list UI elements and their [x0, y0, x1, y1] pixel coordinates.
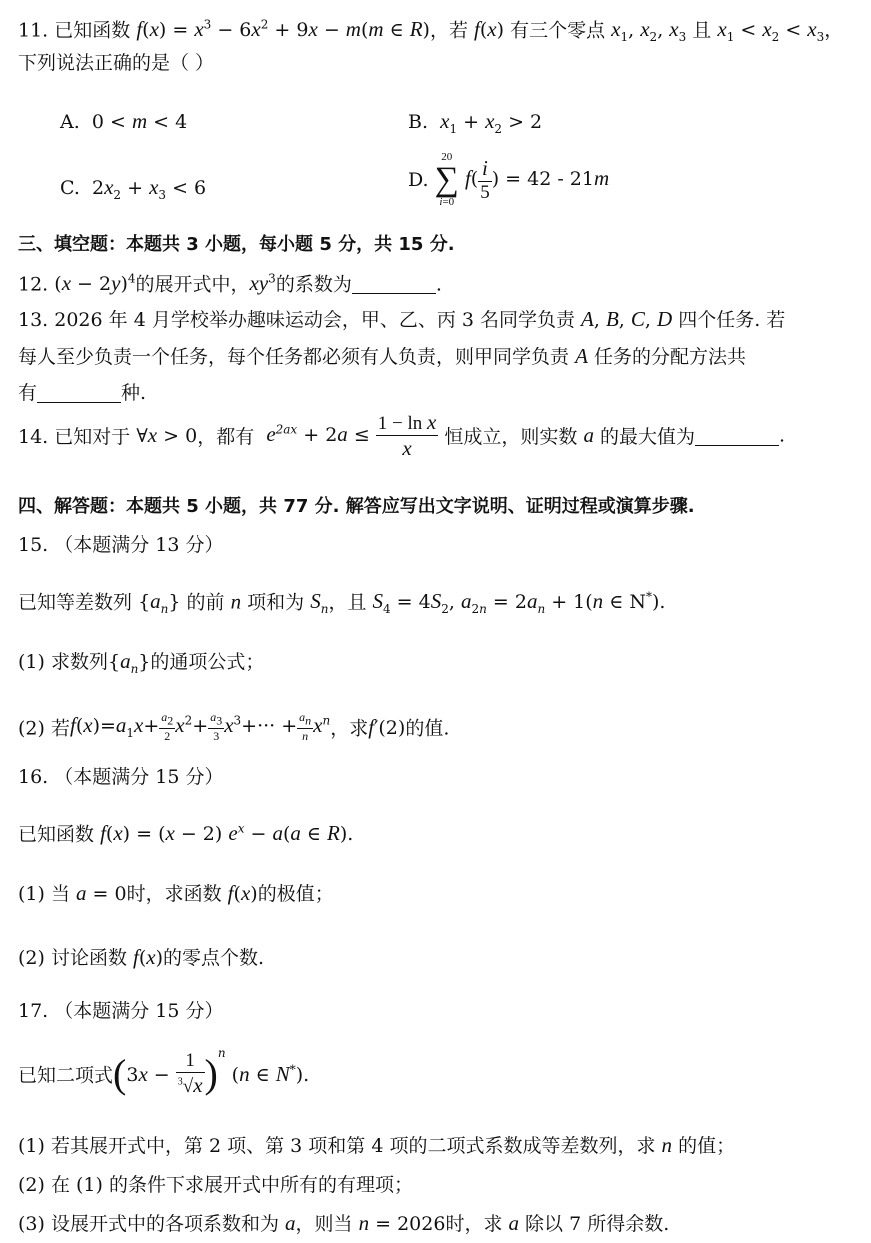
q16-formula: f(x) = (x − 2) $e^x - a(a$ ∈ R). [100, 821, 354, 846]
q13-tasks: A, B, C, D [581, 307, 673, 331]
q15-n: n [230, 589, 242, 614]
q12-end: . [435, 273, 442, 296]
q15-part2a: (2) 若 [18, 717, 70, 740]
q12-text1: 的展开式中， [135, 273, 250, 296]
q13-line1a: 13. 2026 年 4 月学校举办趣味运动会，甲、乙、丙 3 名同学负责 [18, 309, 575, 331]
q16-header: 16. （本题满分 15 分） [18, 766, 224, 788]
q15-sequence: $\{a_n\}$ [138, 589, 181, 617]
q11-and: 且 [692, 19, 712, 42]
q15-stem [18, 584, 665, 622]
option-c-formula: $2x_2 + x_3 < 6$ [92, 175, 207, 202]
q15-stem1: 已知等差数列 [18, 591, 133, 614]
option-c-label: C. [60, 177, 80, 199]
q14-forall: ∀x > 0 [136, 423, 198, 447]
q17-part3d: 除以 7 所得余数. [525, 1213, 670, 1235]
q15-part1 [18, 648, 264, 682]
q14-end: . [779, 424, 786, 447]
q15-sn: $S_n$ [310, 589, 329, 617]
q16-stem-text: 已知函数 [18, 823, 95, 846]
q15-fx-series: $f(x)=a_1x+$ $\frac{a_2}{2}$ $x^2+$ $\frac{a_3}{3}$ $x^3+\cdot\cdot\cdot$ + $\frac{a_n}{n}$ $x^n$ [69, 710, 331, 744]
q14-start: 14. 已知对于 [18, 426, 131, 448]
q16-part1a: (1) 当 [18, 883, 70, 905]
option-a-label: A. [60, 111, 80, 133]
q11-number: 11. [18, 19, 49, 42]
q16-a-zero: a = 0 [76, 881, 127, 905]
q15-stem4: ，且 [328, 591, 367, 614]
q11-line2: 下列说法正确的是（ ） [18, 52, 215, 74]
q17-part3b: ，则当 [295, 1213, 353, 1235]
q14-comma: ，都有 [197, 426, 255, 448]
q13-task-a: A [575, 344, 588, 368]
q17-part1 [18, 1132, 735, 1159]
option-b-label: B. [408, 111, 429, 133]
q16-part1 [18, 880, 334, 907]
q11-option-b[interactable] [408, 108, 542, 142]
q17-part3a: (3) 设展开式中的各项系数和为 [18, 1213, 279, 1235]
q12-term: $xy^3$ [249, 271, 276, 296]
q15-part2b: ，求 [330, 717, 369, 740]
q12-answer-blank[interactable] [352, 273, 436, 294]
q17-part1b: 的值； [678, 1135, 736, 1157]
q15-part1-seq: $\{a_n\}$ [107, 649, 151, 676]
sigma-symbol: 20 ∑ i=0 [434, 151, 459, 208]
option-a-formula: 0 < m < 4 [91, 109, 188, 133]
q17-part3c: 时，求 [445, 1213, 503, 1235]
q14-var-a: a [583, 423, 594, 447]
q16-fx: f(x) [227, 881, 258, 905]
q12-text2: 的系数为 [275, 273, 352, 296]
q17-stem [18, 1046, 309, 1098]
q17-header: 17. （本题满分 15 分） [18, 1000, 224, 1022]
q15-condition: $S_4 = 4S_2$, $a_{2n} = 2a_n + 1(n$ ∈ N*). [372, 589, 666, 617]
q17-n-value: n = 2026 [358, 1211, 446, 1235]
section4-heading: 四、解答题：本题共 5 小题，共 77 分. 解答应写出文字说明、证明过程或演算步骤. [18, 496, 695, 517]
q14-inequality: $e^{2ax} + 2a$ ≤ $\frac{\text{1 − ln x}}{x}$ [266, 410, 437, 460]
q15-header: 15. （本题满分 13 分） [18, 534, 224, 556]
q11-option-a[interactable] [60, 108, 187, 135]
q16-stem [18, 816, 353, 847]
q15-part1a: (1) 求数列 [18, 651, 108, 673]
q17-domain: (n ∈ N*). [231, 1061, 310, 1086]
q13-line2b: 任务的分配方法共 [593, 346, 746, 368]
q16-part1b: 时，求函数 [126, 883, 222, 905]
q16-part2b: 的零点个数. [163, 947, 265, 969]
q15-fprime: f′(2) [368, 714, 406, 739]
q17-stem-text: 已知二项式 [18, 1064, 114, 1087]
q14-answer-blank[interactable] [695, 425, 779, 446]
q11-function-formula: $f(x) = x^3 - 6x^2 + 9x - m(m$ ∈ R) [136, 17, 430, 42]
q17-n: n [661, 1133, 673, 1157]
q12-number: 12. [18, 273, 49, 296]
section3-heading: 三、填空题：本题共 3 小题，每小题 5 分，共 15 分. [18, 234, 455, 255]
q13-line3 [18, 380, 146, 406]
q15-part1b: 的通项公式； [150, 651, 265, 673]
q16-part2 [18, 944, 264, 971]
q11-fx: f(x) [474, 17, 505, 42]
q12-binomial: $(x - 2y)^4$ [54, 271, 136, 296]
option-d-label: D. [408, 169, 429, 191]
q11-middle: ，若 [429, 19, 468, 42]
q13-answer-blank[interactable] [37, 382, 121, 403]
q14-after: 恒成立，则实数 [444, 426, 578, 448]
q17-part3 [18, 1210, 669, 1237]
q11-zeros-text: 有三个零点 [510, 19, 606, 42]
q11-zero-points: $x_1$, $x_2$, $x_3$ [611, 17, 687, 45]
q17-binomial: (3x − $\frac{1}{^3√x}$ )$^n$ [113, 1046, 226, 1097]
q12 [18, 266, 442, 297]
q13-line2 [18, 343, 746, 370]
q17-part1a: (1) 若其展开式中，第 2 项、第 3 项和第 4 项的二项式系数成等差数列，求 [18, 1135, 656, 1157]
q11-intro: 已知函数 [54, 19, 131, 42]
q16-part2a: (2) 讨论函数 [18, 947, 127, 969]
q13-line3b: 种. [121, 382, 147, 404]
q14 [18, 410, 785, 461]
q17-part2: (2) 在 (1) 的条件下求展开式中所有的有理项； [18, 1174, 413, 1196]
q11-order: $x_1 < x_2 < x_3$， [717, 17, 844, 45]
q14-after2: 的最大值为 [600, 426, 696, 448]
q13-line2a: 每人至少负责一个任务，每个任务都必须有人负责，则甲同学负责 [18, 346, 570, 368]
q13-line3a: 有 [18, 382, 38, 404]
q15-part2 [18, 710, 449, 744]
q16-fx2: f(x) [133, 945, 164, 969]
q13-line1 [18, 306, 785, 333]
q16-part1c: 的极值； [257, 883, 334, 905]
q17-a2: a [508, 1211, 519, 1235]
q13-line1b: 四个任务. 若 [678, 309, 786, 331]
q15-stem2: 的前 [186, 591, 225, 614]
q11-line1 [18, 12, 843, 50]
q11-option-c[interactable] [60, 174, 206, 208]
q15-stem3: 项和为 [247, 591, 305, 614]
option-b-formula: $x_1 + x_2 > 2$ [440, 109, 543, 136]
option-d-formula: f( $\frac{i}{5}$ ) = 42 - 21m [464, 156, 610, 203]
q11-option-d[interactable] [408, 152, 609, 208]
q15-part2c: 的值. [405, 717, 450, 740]
q17-a: a [285, 1211, 296, 1235]
